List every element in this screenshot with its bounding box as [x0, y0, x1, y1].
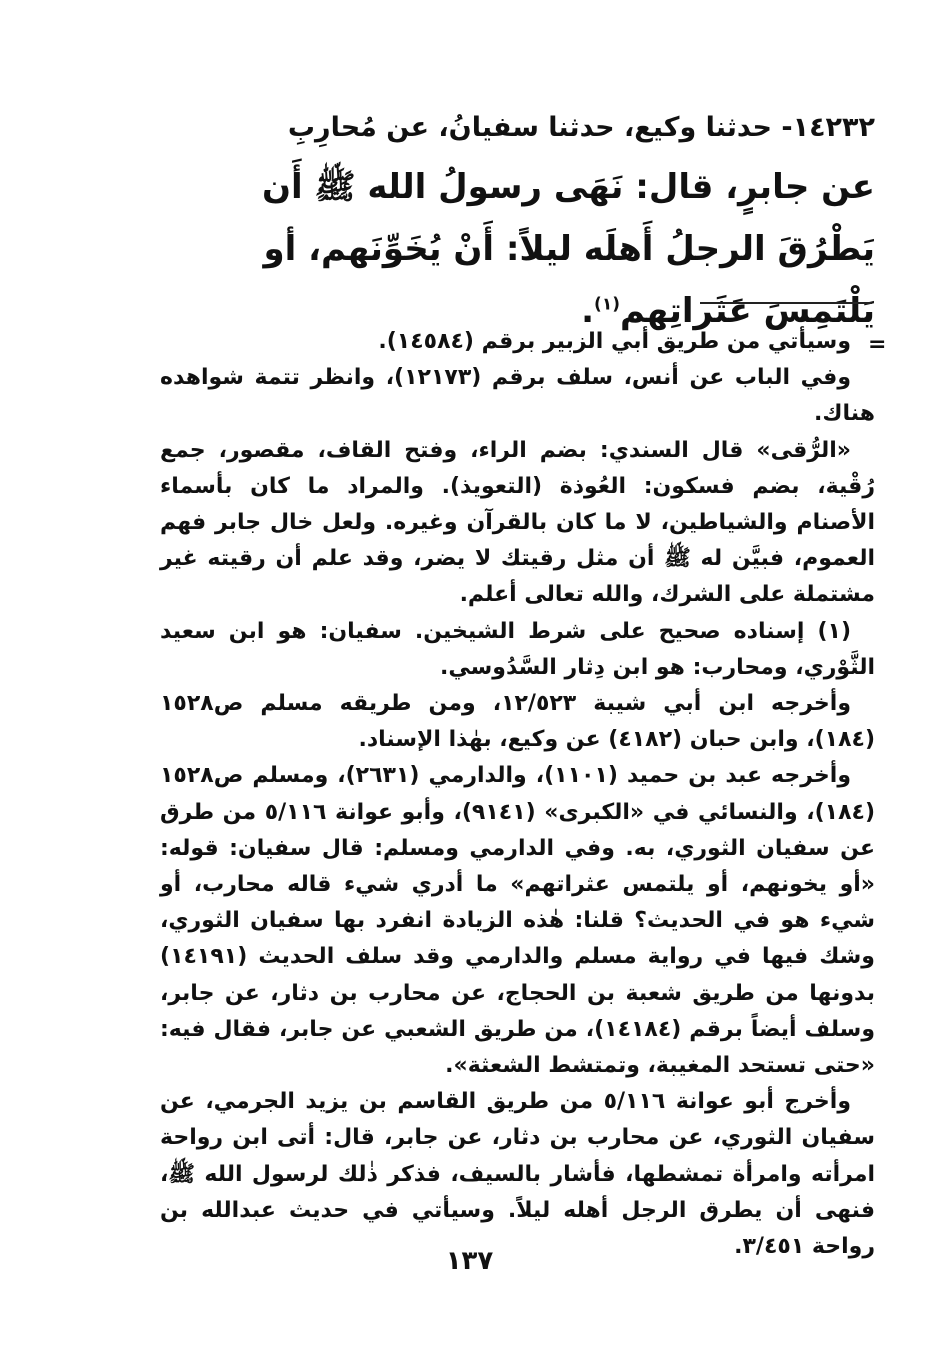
hadith-text: عن جابرٍ، قال: نَهَى رسولُ الله ﷺ أَن يَطْرُقَ الرجلُ أَهلَه ليلاً: أَنْ يُخَوِّنَهم، أو يَلْتَمِسَ عَثَراتِهم [261, 167, 875, 331]
footnote-paragraph: وفي الباب عن أنس، سلف برقم (١٢١٧٣)، وانظر تتمة شواهده هناك. [160, 365, 875, 427]
footnote-paragraph: (١) إسناده صحيح على شرط الشيخين. سفيان: هو ابن سعيد الثَّوْري، ومحارب: هو ابن دِثار السَّدُوسي. [160, 618, 875, 680]
continuation-mark: = [868, 332, 887, 357]
hadith-text-paragraph [160, 156, 875, 342]
page-number: ١٣٧ [445, 1246, 494, 1276]
footnotes [160, 324, 875, 1265]
hadith-block [160, 100, 875, 342]
footnote-reference: (١) [594, 294, 620, 315]
hadith-heading: ١٤٢٣٢- حدثنا وكيع، حدثنا سفيانُ، عن مُحارِبِ [287, 112, 875, 143]
footnote-paragraph: وأخرجه عبد بن حميد (١١٠١)، والدارمي (٢٦٣١)، ومسلم ص١٥٢٨ (١٨٤)، والنسائي في «الكبرى» (٩١٤١)، وأبو عوانة ٥/١١٦ من طرق عن سفيان الثوري، به. وفي الدارمي ومسلم: قال سفيان: قوله: «أو يخونهم، أو يلتمس عثراتهم» ما أدري شيء قاله محارب، أو شيء هو في الحديث؟ قلنا: هٰذه الزيادة انفرد بها سفيان الثوري، وشك فيها في رواية مسلم والدارمي وقد سلف الحديث (١٤١٩١) بدونها من طريق شعبة بن الحجاج، عن محارب بن دثار، عن جابر، وسلف أيضاً برقم (١٤١٨٤)، من طريق الشعبي عن جابر، فقال فيه: «حتى تستحد المغيبة، وتمتشط الشعثة». [160, 763, 875, 1079]
footnote-paragraph: وأخرجه ابن أبي شيبة ١٢/٥٢٣، ومن طريقه مسلم ص١٥٢٨ (١٨٤)، وابن حبان (٤١٨٢) عن وكيع، بهٰذا الإسناد. [160, 691, 875, 753]
footnote-paragraph: وسيأتي من طريق أبي الزبير برقم (١٤٥٨٤). [378, 329, 851, 354]
footnote-paragraph: «الرُّقى» قال السندي: بضم الراء، وفتح القاف، مقصور، جمع رُقْية، بضم فسكون: العُوذة (التعويذ). والمراد ما كان بأسماء الأصنام والشياطين، لا ما كان بالقرآن وغيره. ولعل خال جابر فهم العموم، فبيَّن له ﷺ أن مثل رقيتك لا يضر، وقد علم أن رقيته غير مشتملة على الشرك، والله تعالى أعلم. [160, 437, 875, 608]
hadith-end-mark: . [581, 291, 595, 331]
footnote-separator [700, 302, 872, 304]
footnote-paragraph: وأخرج أبو عوانة ٥/١١٦ من طريق القاسم بن يزيد الجرمي، عن سفيان الثوري، عن محارب بن دثار، عن جابر، قال: أتى ابن رواحة امرأته وامرأة تمشطها، فأشار بالسيف، فذكر ذٰلك لرسول الله ﷺ، فنهى أن يطرق الرجل أهله ليلاً. وسيأتي في حديث عبدالله بن رواحة ٣/٤٥١. [160, 1089, 875, 1260]
